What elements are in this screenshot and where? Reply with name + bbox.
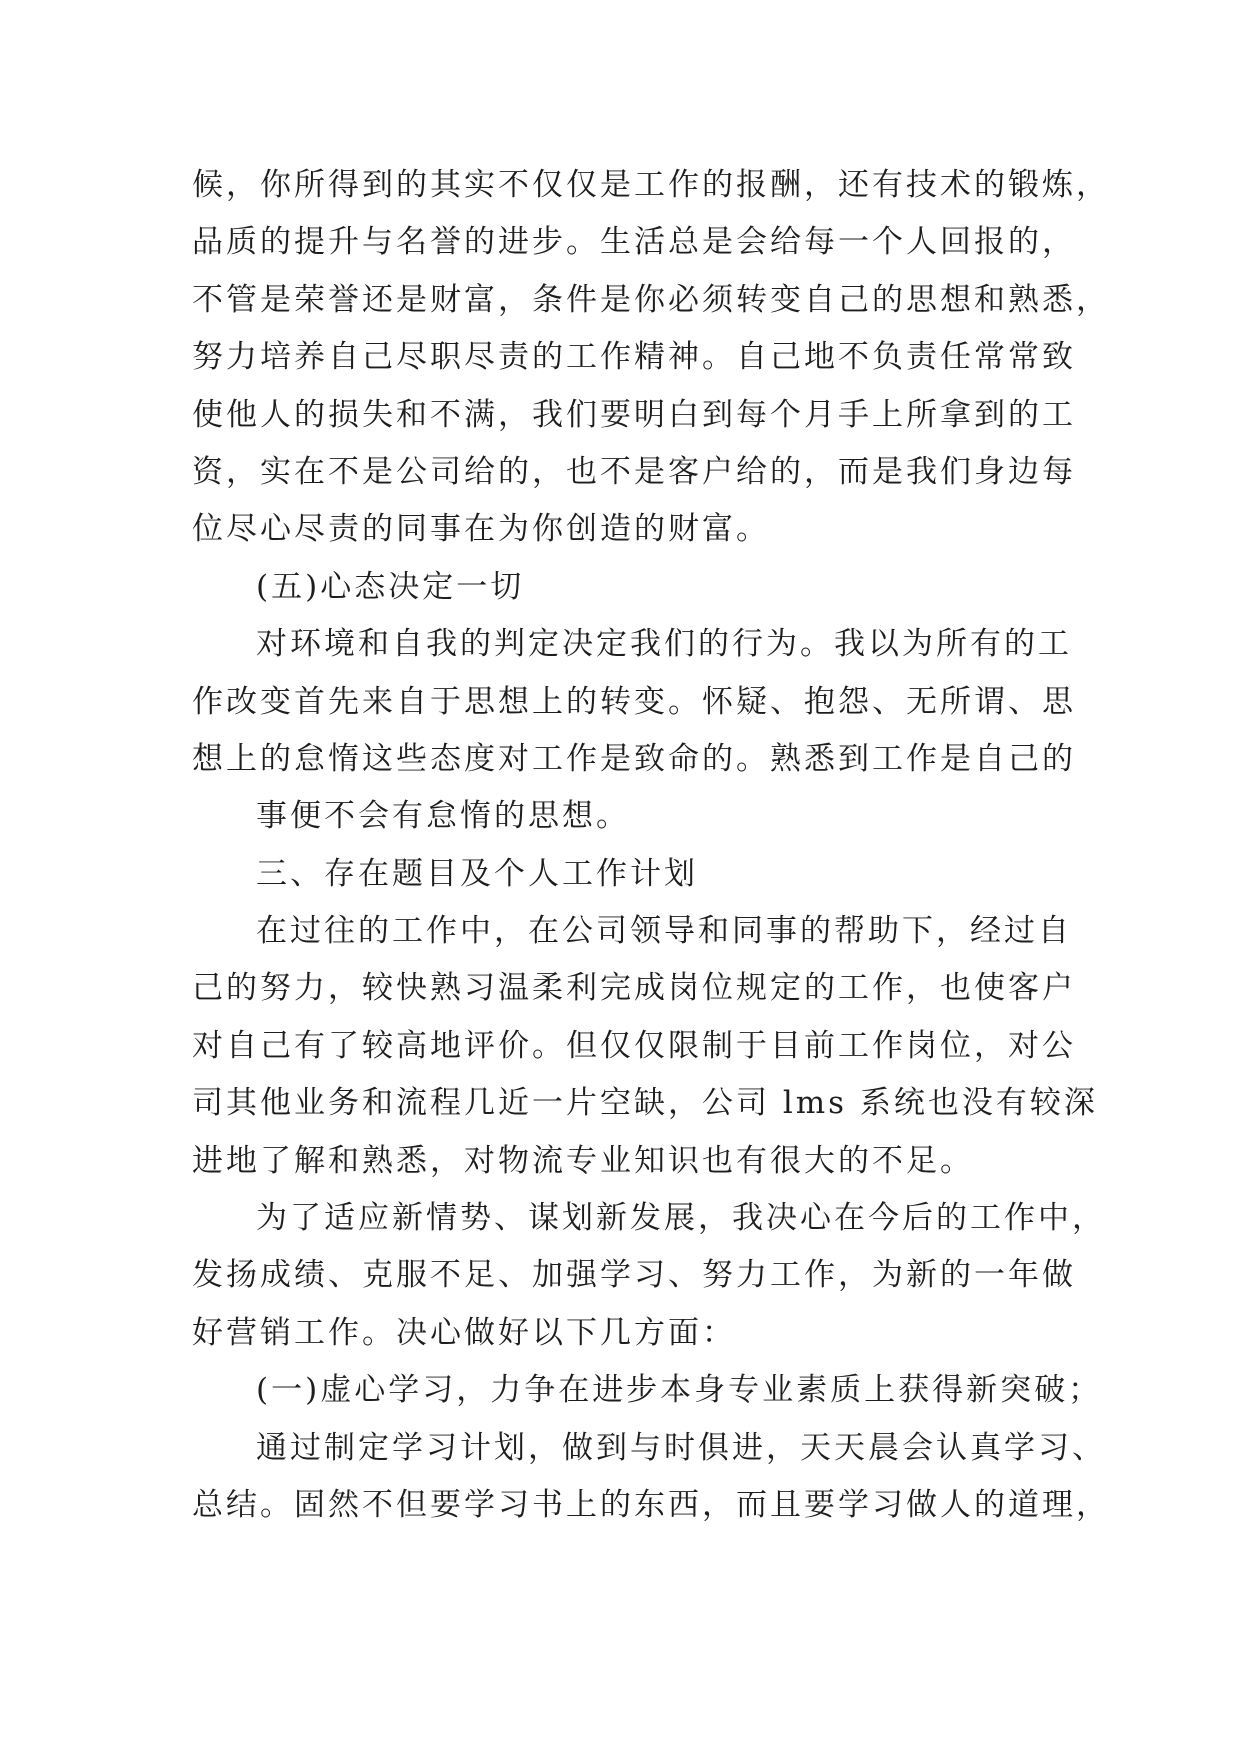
text-line: 进地了解和熟悉，对物流专业知识也有很大的不足。 (192, 1142, 974, 1179)
document-body (192, 157, 1110, 1534)
text-line: 通过制定学习计划，做到与时俱进，天天晨会认真学习、 (256, 1429, 1106, 1466)
text-line: 总结。固然不但要学习书上的东西，而且要学习做人的道理， (192, 1486, 1110, 1523)
text-line: 位尽心尽责的同事在为你创造的财富。 (192, 511, 770, 548)
text-line: 对环境和自我的判定决定我们的行为。我以为所有的工 (256, 626, 1072, 663)
text-line: (五)心态决定一切 (256, 568, 525, 605)
text-line: 不管是荣誉还是财富，条件是你必须转变自己的思想和熟悉， (192, 281, 1110, 318)
text-line: 资，实在不是公司给的，也不是客户给的，而是我们身边每 (192, 453, 1076, 490)
text-line: 使他人的损失和不满，我们要明白到每个月手上所拿到的工 (192, 396, 1076, 433)
text-line: 好营销工作。决心做好以下几方面： (192, 1314, 736, 1351)
text-line: 三、存在题目及个人工作计划 (256, 855, 698, 892)
text-line: (一)虚心学习，力争在进步本身专业素质上获得新突破； (256, 1372, 1103, 1409)
text-line: 努力培养自己尽职尽责的工作精神。自己地不负责任常常致 (192, 339, 1076, 376)
text-line: 想上的怠惰这些态度对工作是致命的。熟悉到工作是自己的 (192, 740, 1076, 777)
text-line: 事便不会有怠惰的思想。 (256, 798, 630, 835)
text-line: 为了适应新情势、谋划新发展，我决心在今后的工作中， (256, 1200, 1106, 1237)
text-line: 候，你所得到的其实不仅仅是工作的报酬，还有技术的锻炼， (192, 167, 1110, 203)
text-line: 己的努力，较快熟习温柔利完成岗位规定的工作，也使客户 (192, 970, 1076, 1007)
text-line: 作改变首先来自于思想上的转变。怀疑、抱怨、无所谓、思 (192, 683, 1076, 720)
text-line: 在过往的工作中，在公司领导和同事的帮助下，经过自 (256, 913, 1072, 950)
text-line: 品质的提升与名誉的进步。生活总是会给每一个人回报的， (192, 224, 1076, 261)
text-line: 发扬成绩、克服不足、加强学习、努力工作，为新的一年做 (192, 1257, 1076, 1294)
text-line: 对自己有了较高地评价。但仅仅限制于目前工作岗位，对公 (192, 1027, 1076, 1064)
text-line: 司其他业务和流程几近一片空缺，公司 lms 系统也没有较深 (192, 1085, 1098, 1122)
